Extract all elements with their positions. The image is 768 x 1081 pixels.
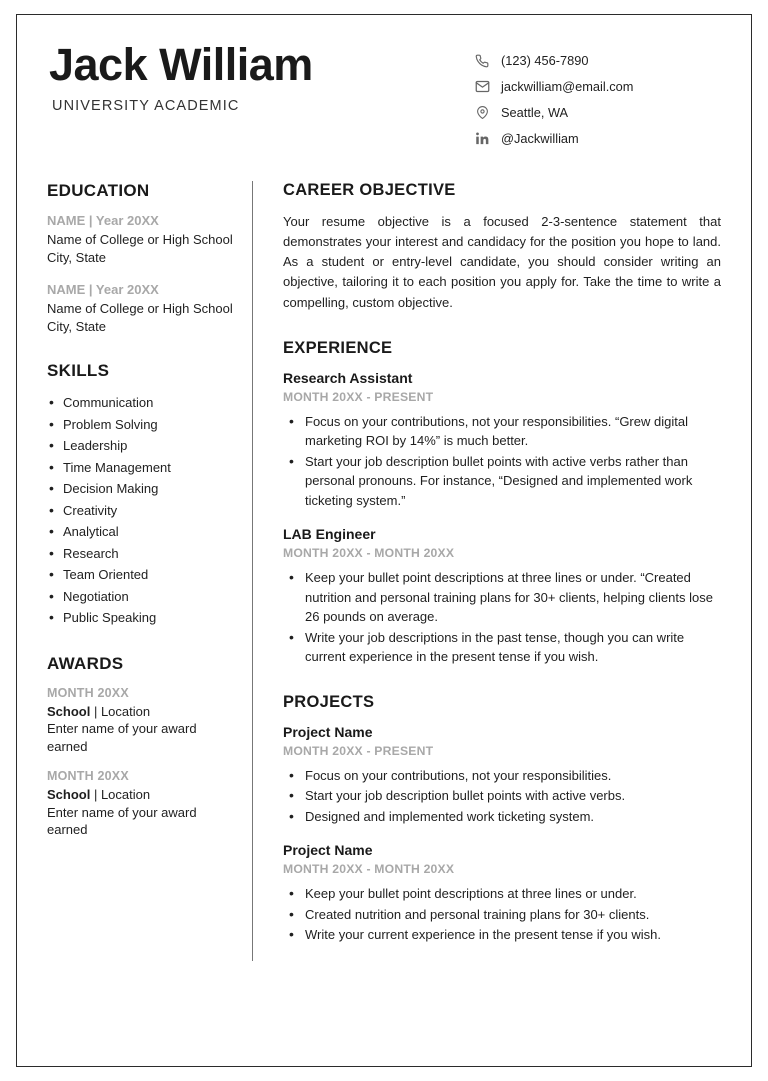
job-title: Research Assistant (283, 369, 413, 386)
phone-icon (471, 54, 493, 68)
skills-title: SKILLS (47, 361, 110, 381)
education-title: EDUCATION (47, 181, 150, 200)
linkedin-icon (471, 131, 493, 146)
award-school-line (47, 786, 238, 804)
section-projects (283, 693, 721, 945)
career-objective-text: Your resume objective is a focused 2-3-sentence statement that demonstrates your interest and candidacy for the position you hope to land. As a student or entry-level candidate, you should consider writing an objective, tailoring it to each position you apply for. Take the time to write a compelling, custom objective. (283, 214, 721, 310)
section-career-objective (283, 181, 721, 313)
list-item: • Research (47, 544, 238, 564)
list-item: • Start your job description bullet points with active verbs rather than personal pronouns. For instance, “Designed and implemented work ticketing system.” (283, 452, 721, 511)
projects-title: PROJECTS (283, 692, 375, 711)
contact-location-text: Seattle, WA (501, 105, 569, 120)
name-block (47, 41, 313, 114)
list-item: • Keep your bullet point descriptions at three lines or under. “Created nutrition and personal training plans for 30+ clients, helping clients lose 26 pounds on average. (283, 568, 721, 627)
education-city: City, State (47, 318, 107, 334)
contact-email[interactable] (471, 79, 721, 94)
list-item: • Team Oriented (47, 565, 238, 585)
list-item: • Write your current experience in the present tense if you wish. (283, 925, 721, 945)
list-item: • Keep your bullet point descriptions at three lines or under. (283, 884, 721, 904)
list-item: • Focus on your contributions, not your responsibilities. “Grew digital marketing ROI by 14%” is much better. (283, 412, 721, 451)
contact-linkedin[interactable] (471, 131, 721, 146)
list-item: • Designed and implemented work ticketing system. (283, 807, 721, 827)
email-icon (471, 79, 493, 94)
award-item (47, 769, 238, 839)
list-item: • Time Management (47, 458, 238, 478)
list-item: • Negotiation (47, 587, 238, 607)
contact-location[interactable] (471, 105, 721, 120)
project-bullets (283, 766, 721, 827)
education-item (47, 213, 238, 266)
job-dates: MONTH 20XX - PRESENT (283, 389, 434, 404)
section-awards (47, 654, 238, 839)
project-title: Project Name (283, 842, 373, 859)
project-dates: MONTH 20XX - PRESENT (283, 743, 434, 758)
awards-title: AWARDS (47, 653, 124, 673)
award-date: MONTH 20XX (47, 769, 129, 784)
award-item (47, 686, 238, 756)
resume-header (47, 41, 721, 167)
resume-body (47, 181, 721, 961)
resume-sheet (16, 14, 752, 1067)
list-item: • Start your job description bullet points with active verbs. (283, 786, 721, 806)
education-city: City, State (47, 249, 107, 265)
project-item (283, 842, 721, 945)
list-item: • Problem Solving (47, 415, 238, 435)
award-school-line (47, 703, 238, 721)
education-item (47, 282, 238, 335)
job-title: LAB Engineer (283, 526, 376, 543)
project-dates: MONTH 20XX - MONTH 20XX (283, 862, 455, 877)
list-item: • Creativity (47, 501, 238, 521)
list-item: • Focus on your contributions, not your responsibilities. (283, 766, 721, 786)
left-column (47, 181, 252, 961)
award-school: School (47, 787, 91, 803)
contact-email-text: jackwilliam@email.com (501, 79, 634, 94)
award-separator: | (90, 787, 101, 803)
list-item: • Communication (47, 393, 238, 413)
location-pin-icon (471, 105, 493, 120)
right-column (253, 181, 721, 961)
award-location: Location (100, 787, 151, 803)
candidate-subtitle: UNIVERSITY ACADEMIC (52, 98, 240, 115)
education-meta: NAME | Year 20XX (47, 282, 159, 298)
section-experience (283, 339, 721, 667)
list-item: • Public Speaking (47, 608, 238, 628)
list-item: • Decision Making (47, 479, 238, 499)
award-school: School (47, 703, 91, 719)
list-item: • Write your job descriptions in the past tense, though you can write current experience in the present tense if you wish. (283, 628, 721, 667)
award-description: Enter name of your award earned (47, 721, 197, 754)
career-objective-title: CAREER OBJECTIVE (283, 181, 456, 199)
job-dates: MONTH 20XX - MONTH 20XX (283, 546, 455, 561)
section-skills (47, 361, 238, 628)
award-description: Enter name of your award earned (47, 804, 197, 838)
education-school: Name of College or High School (47, 301, 233, 317)
contact-phone[interactable] (471, 53, 721, 68)
list-item: • Created nutrition and personal training plans for 30+ clients. (283, 905, 721, 925)
award-location: Location (100, 703, 151, 719)
job-bullets (283, 412, 721, 511)
skills-list (47, 393, 238, 628)
education-meta: NAME | Year 20XX (47, 213, 159, 228)
contact-linkedin-text: @Jackwilliam (501, 131, 579, 146)
list-item: • Leadership (47, 436, 238, 456)
contact-list (471, 53, 721, 157)
project-title: Project Name (283, 723, 373, 740)
list-item: • Analytical (47, 522, 238, 542)
section-education (47, 181, 238, 335)
experience-item (283, 526, 721, 667)
project-bullets (283, 884, 721, 945)
job-bullets (283, 568, 721, 667)
education-school: Name of College or High School (47, 232, 233, 247)
experience-item (283, 370, 721, 511)
project-item (283, 724, 721, 827)
award-date: MONTH 20XX (47, 685, 129, 700)
candidate-name: Jack William (49, 39, 313, 90)
experience-title: EXPERIENCE (283, 338, 393, 357)
contact-phone-text: (123) 456-7890 (501, 53, 589, 68)
award-separator: | (90, 703, 101, 719)
